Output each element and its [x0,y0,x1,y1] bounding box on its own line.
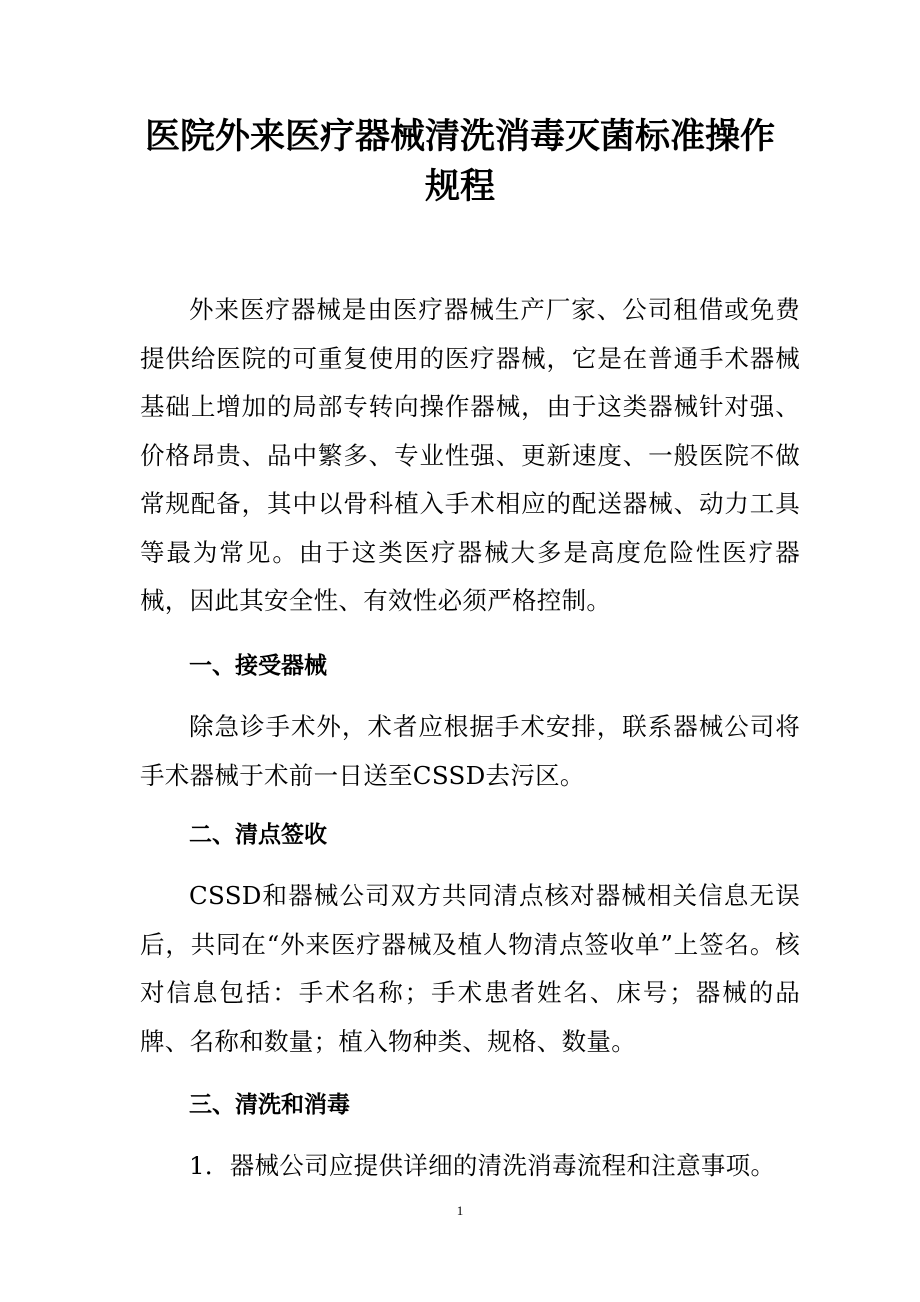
section-heading-cleaning-disinfection: 三、清洗和消毒 [189,1092,350,1118]
section-body-cleaning-disinfection: 1．器械公司应提供详细的清洗消毒流程和注意事项。 [189,1151,776,1180]
document-title-line-2: 规程 [424,167,495,207]
page-number: 1 [456,1203,464,1218]
intro-paragraph: 外来医疗器械是由医疗器械生产厂家、公司租借或免费提供给医院的可重复使用的医疗器械，它是在普通手术器械基础上增加的局部专转向操作器械，由于这类器械针对强、价格昂贵、品中繁多、专业性强、更新速度、一般医院不做常规配备，其中以骨科植入手术相应的配送器械、动力工具等最为常见。由于这类医疗器械大多是高度危险性医疗器械，因此其安全性、有效性必须严格控制。 [140,295,800,615]
section-heading-count-and-sign: 二、清点签收 [189,822,327,848]
section-body-count-and-sign: CSSD和器械公司双方共同清点核对器械相关信息无误后，共同在“外来医疗器械及植人物清点签收单”上签名。核对信息包括：手术名称；手术患者姓名、床号；器械的品牌、名称和数量；植入物种类、规格、数量。 [140,881,800,1056]
section-heading-receive-instruments: 一、接受器械 [189,653,327,679]
section-body-receive-instruments: 除急诊手术外，术者应根据手术安排，联系器械公司将手术器械于术前一日送至CSSD去污区。 [140,712,800,790]
document-title-line-1: 医院外来医疗器械清洗消毒灭菌标准操作 [144,117,775,157]
